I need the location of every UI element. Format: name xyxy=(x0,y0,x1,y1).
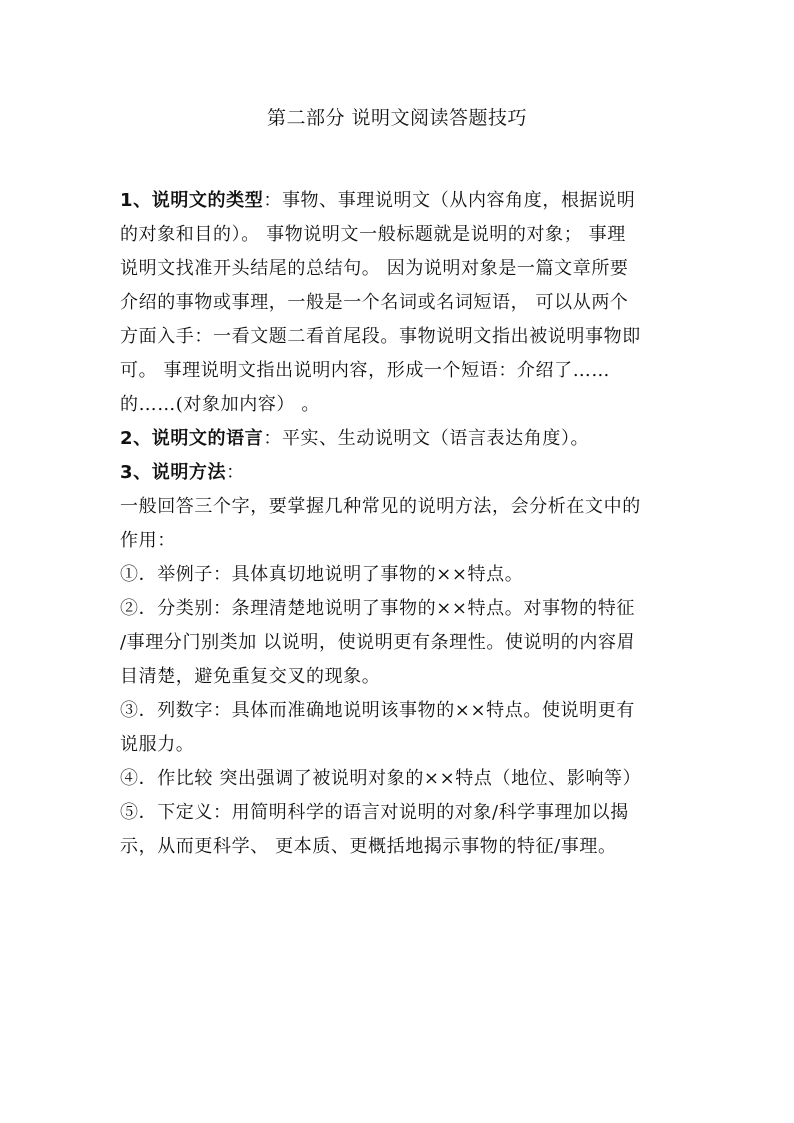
line-text: ②．分类别：条理清楚地说明了事物的××特点。对事物的特征 xyxy=(120,598,635,619)
line-text: ③．列数字：具体而准确地说明该事物的××特点。使说明更有 xyxy=(120,700,635,721)
section-heading: 说明文的语言 xyxy=(151,428,264,449)
text-line xyxy=(120,354,676,388)
line-text: 可。 事理说明文指出说明内容，形成一个短语：介绍了…… xyxy=(120,360,610,381)
text-line xyxy=(120,320,676,354)
document-body xyxy=(120,184,676,864)
text-line xyxy=(120,422,676,456)
section-heading: 说明文的类型 xyxy=(151,190,264,211)
line-text: 作用： xyxy=(120,530,176,551)
line-text: ： xyxy=(226,462,245,483)
text-line xyxy=(120,388,676,422)
line-text: /事理分门别类加 以说明，使说明更有条理性。使说明的内容眉 xyxy=(120,632,636,653)
line-text: 的对象和目的）。 事物说明文一般标题就是说明的对象； 事理 xyxy=(120,224,626,245)
text-line xyxy=(120,660,676,694)
line-text: ④．作比较 突出强调了被说明对象的××特点（地位、影响等） xyxy=(120,768,642,789)
text-line xyxy=(120,184,676,218)
line-text: ①．举例子：具体真切地说明了事物的××特点。 xyxy=(120,564,524,585)
line-text: 介绍的事物或事理，一般是一个名词或名词短语， 可以从两个 xyxy=(120,292,629,313)
line-text: 一般回答三个字，要掌握几种常见的说明方法，会分析在文中的 xyxy=(120,496,641,517)
text-line xyxy=(120,558,676,592)
line-text: 的……(对象加内容） 。 xyxy=(120,394,320,415)
text-line xyxy=(120,286,676,320)
line-text: ：事物、事理说明文（从内容角度，根据说明 xyxy=(263,190,636,211)
line-text: ⑤．下定义：用简明科学的语言对说明的对象/科学事理加以揭 xyxy=(120,802,629,823)
line-text: ：平实、生动说明文（语言表达角度）。 xyxy=(263,428,590,449)
text-line xyxy=(120,456,676,490)
section-number: 3、 xyxy=(120,462,152,483)
text-line xyxy=(120,626,676,660)
section-heading: 说明方法 xyxy=(151,462,227,483)
text-line xyxy=(120,796,676,830)
text-line xyxy=(120,694,676,728)
text-line xyxy=(120,218,676,252)
line-text: 说明文找准开头结尾的总结句。 因为说明对象是一篇文章所要 xyxy=(120,258,629,279)
text-line xyxy=(120,592,676,626)
line-text: 方面入手：一看文题二看首尾段。事物说明文指出被说明事物即 xyxy=(120,326,641,347)
line-text: 目清楚，避免重复交叉的现象。 xyxy=(120,666,381,687)
section-number: 2、 xyxy=(120,428,152,449)
text-line xyxy=(120,252,676,286)
text-line xyxy=(120,490,676,524)
line-text: 示，从而更科学、 更本质、更概括地揭示事物的特征/事理。 xyxy=(120,836,617,857)
text-line xyxy=(120,728,676,762)
page-title: 第二部分 说明文阅读答题技巧 xyxy=(266,107,528,129)
text-line xyxy=(120,830,676,864)
text-line xyxy=(120,762,676,796)
text-line xyxy=(120,524,676,558)
line-text: 说服力。 xyxy=(120,734,195,755)
section-number: 1、 xyxy=(120,190,152,211)
